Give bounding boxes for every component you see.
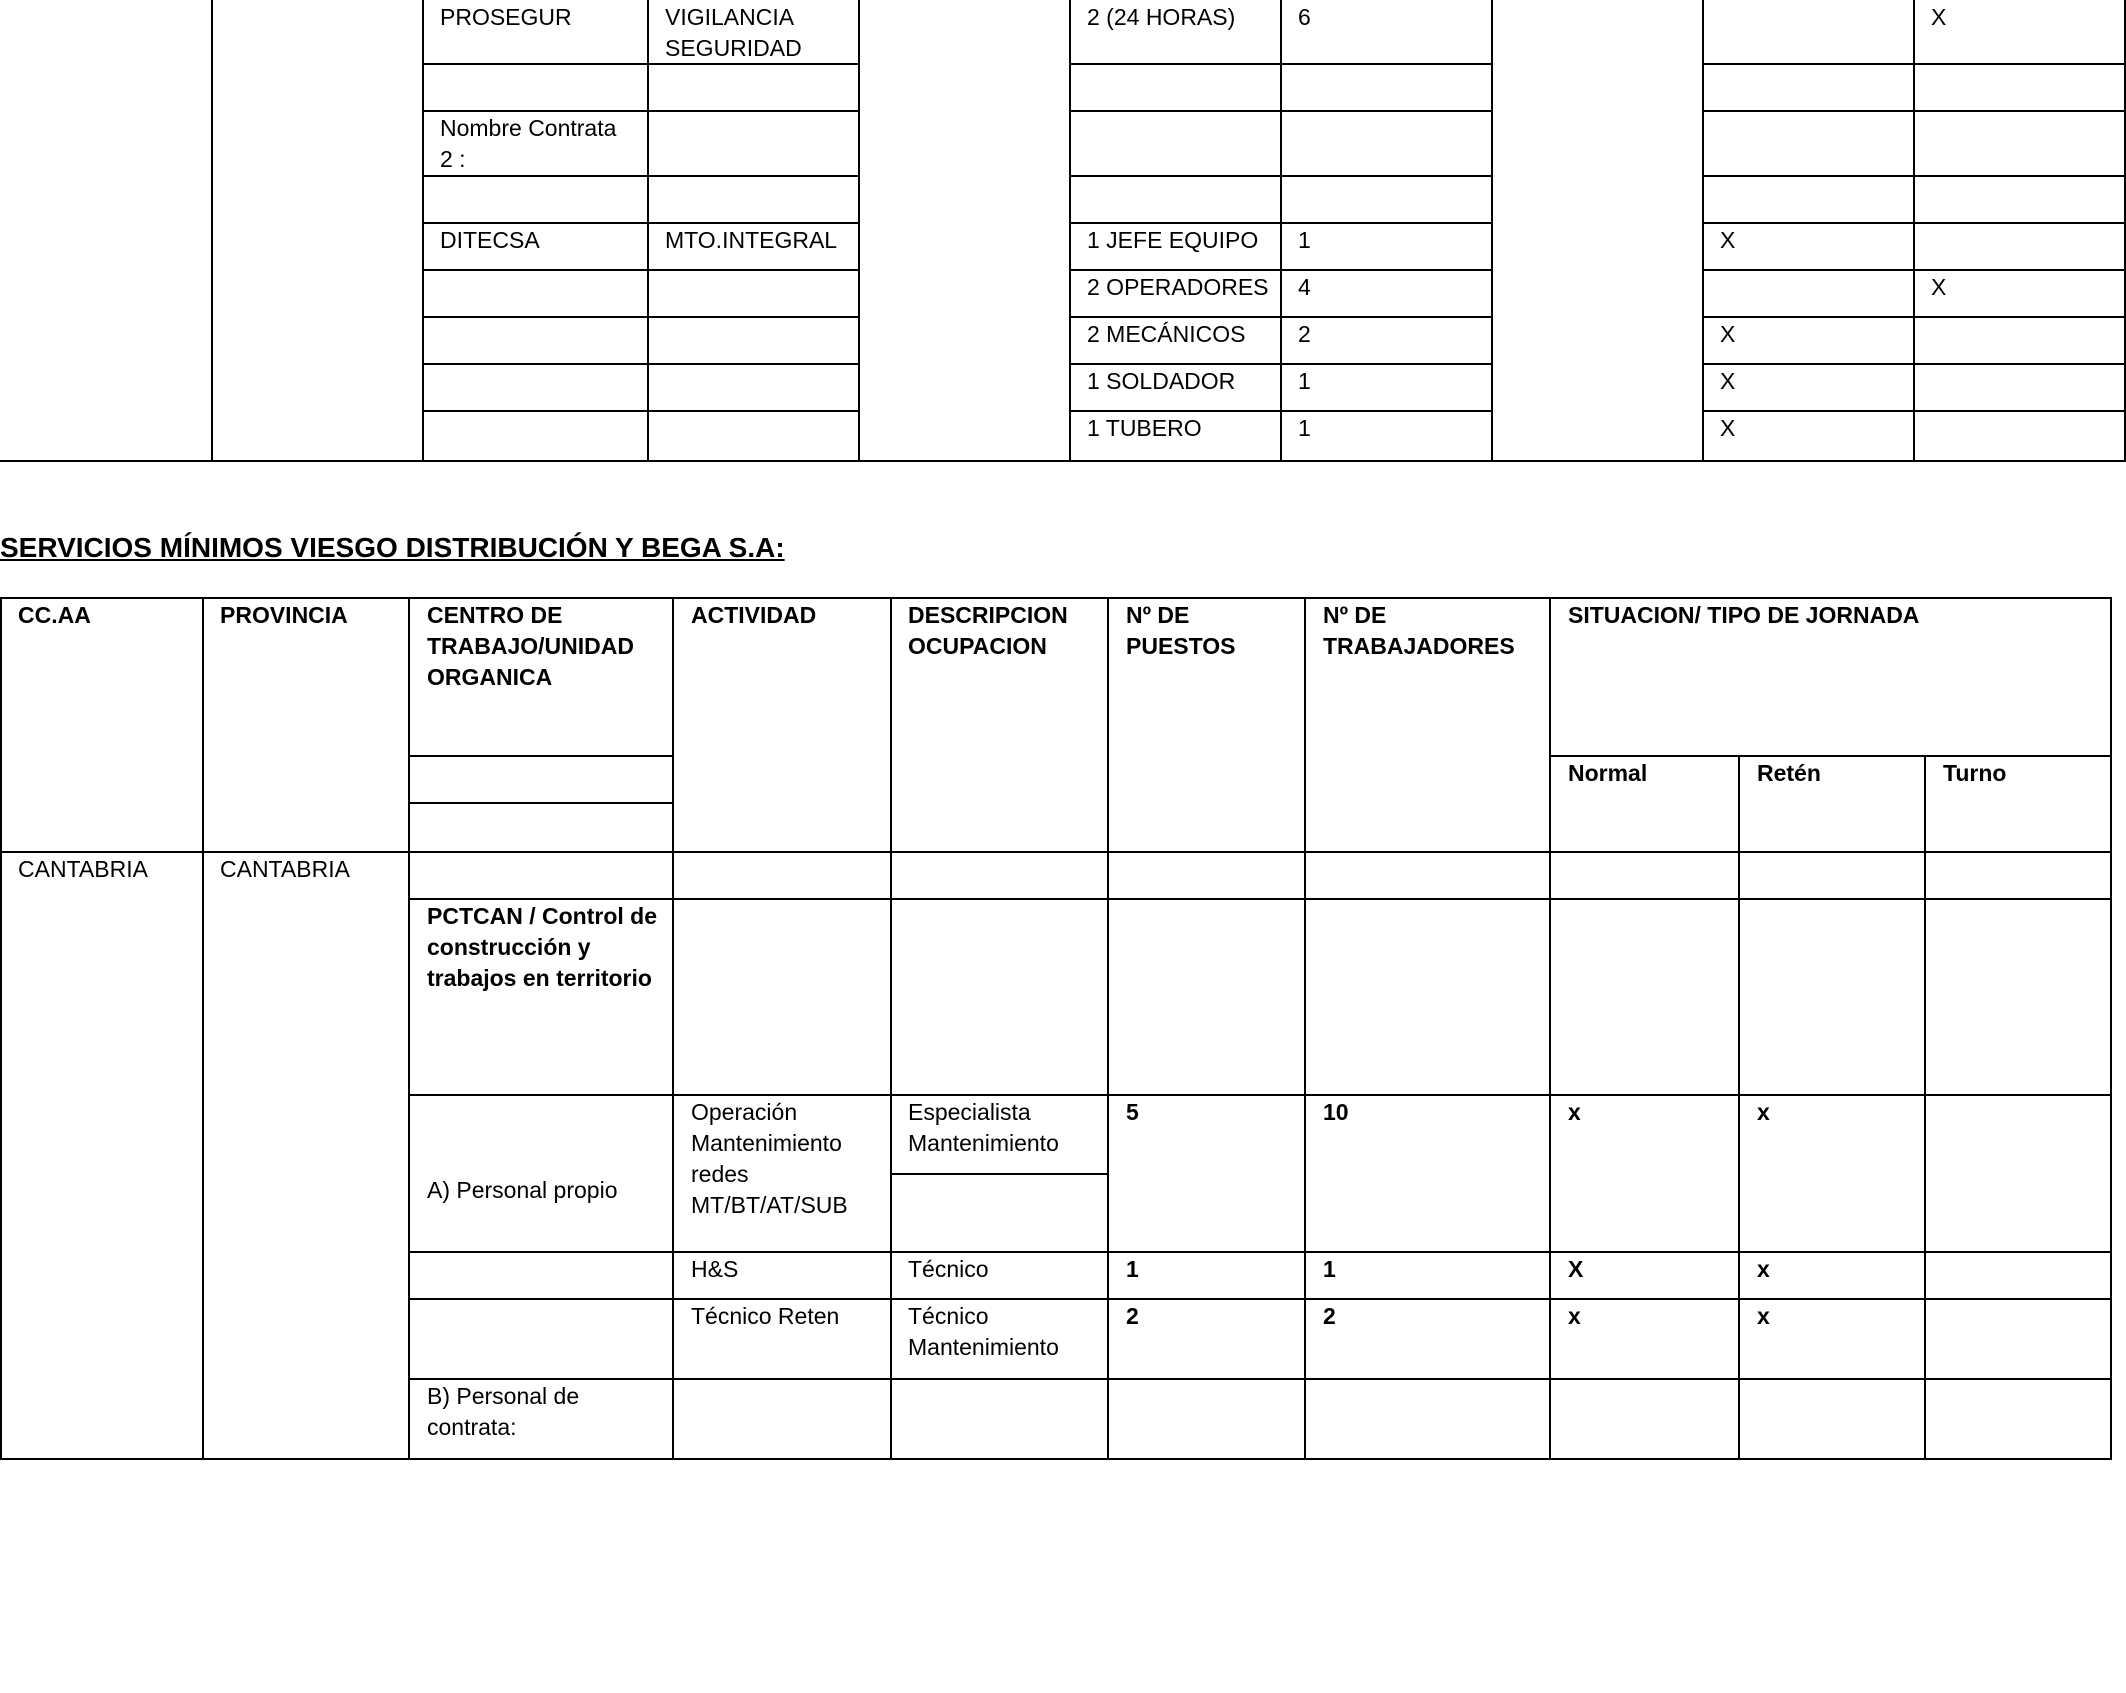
top-row-actividad: MTO.INTEGRAL xyxy=(665,227,838,253)
cell-actividad: Operación Mantenimiento redes MT/BT/AT/SUB xyxy=(691,1099,848,1218)
header-centro: CENTRO DE TRABAJO/UNIDAD ORGANICA xyxy=(427,602,634,690)
header-ccaa: CC.AA xyxy=(18,602,91,628)
header-trabajadores: Nº DE TRABAJADORES xyxy=(1323,602,1515,659)
cell-actividad: Técnico Reten xyxy=(691,1303,840,1329)
cell-personal-contrata: B) Personal de contrata: xyxy=(427,1383,580,1440)
top-row-contrata: DITECSA xyxy=(440,227,540,253)
top-row-trabajadores: 1 xyxy=(1298,368,1311,394)
top-row-normal: X xyxy=(1720,368,1736,394)
top-row-contrata: Nombre Contrata 2 : xyxy=(440,115,617,172)
header-actividad: ACTIVIDAD xyxy=(691,602,817,628)
top-row-normal: X xyxy=(1720,227,1736,253)
cell-descripcion: Técnico xyxy=(908,1256,989,1282)
cell-normal: x xyxy=(1568,1099,1581,1125)
top-row-normal: X xyxy=(1720,321,1736,347)
cell-trabajadores: 10 xyxy=(1323,1099,1349,1125)
cell-puestos: 2 xyxy=(1126,1303,1139,1329)
top-row-trabajadores: 6 xyxy=(1298,4,1311,30)
cell-trabajadores: 1 xyxy=(1323,1256,1336,1282)
top-row-descripcion: 2 (24 HORAS) xyxy=(1087,4,1236,30)
cell-reten: x xyxy=(1757,1303,1770,1329)
header-descripcion: DESCRIPCION OCUPACION xyxy=(908,602,1068,659)
top-row-trabajadores: 4 xyxy=(1298,274,1311,300)
cell-reten: x xyxy=(1757,1256,1770,1282)
top-row-descripcion: 1 TUBERO xyxy=(1087,415,1202,441)
section-title: SERVICIOS MÍNIMOS VIESGO DISTRIBUCIÓN Y BEGA S.A: xyxy=(0,532,785,563)
top-row-normal: X xyxy=(1720,415,1736,441)
cell-normal: X xyxy=(1568,1256,1584,1282)
cell-trabajadores: 2 xyxy=(1323,1303,1336,1329)
top-row-trabajadores: 2 xyxy=(1298,321,1311,347)
cell-personal-propio: A) Personal propio xyxy=(427,1177,618,1203)
cell-reten: x xyxy=(1757,1099,1770,1125)
top-row-actividad: VIGILANCIA SEGURIDAD xyxy=(665,4,802,61)
cell-provincia: CANTABRIA xyxy=(220,856,350,882)
header-turno: Turno xyxy=(1943,760,2007,786)
header-puestos: Nº DE PUESTOS xyxy=(1126,602,1236,659)
cell-normal: x xyxy=(1568,1303,1581,1329)
top-row-descripcion: 2 MECÁNICOS xyxy=(1087,321,1246,347)
top-row-trabajadores: 1 xyxy=(1298,227,1311,253)
top-row-descripcion: 2 OPERADORES xyxy=(1087,274,1269,300)
top-row-descripcion: 1 SOLDADOR xyxy=(1087,368,1236,394)
top-row-descripcion: 1 JEFE EQUIPO xyxy=(1087,227,1259,253)
header-normal: Normal xyxy=(1568,760,1648,786)
cell-unidad: PCTCAN / Control de construcción y trabajos en territorio xyxy=(427,903,657,991)
cell-puestos: 5 xyxy=(1126,1099,1139,1125)
top-row-turno: X xyxy=(1931,274,1947,300)
top-row-turno: X xyxy=(1931,4,1947,30)
cell-puestos: 1 xyxy=(1126,1256,1139,1282)
cell-descripcion: Técnico Mantenimiento xyxy=(908,1303,1059,1360)
cell-ccaa: CANTABRIA xyxy=(18,856,148,882)
cell-actividad: H&S xyxy=(691,1256,739,1282)
top-row-contrata: PROSEGUR xyxy=(440,4,572,30)
top-row-trabajadores: 1 xyxy=(1298,415,1311,441)
cell-descripcion: Especialista Mantenimiento xyxy=(908,1099,1059,1156)
header-situacion: SITUACION/ TIPO DE JORNADA xyxy=(1568,602,1920,628)
header-provincia: PROVINCIA xyxy=(220,602,348,628)
header-reten: Retén xyxy=(1757,760,1821,786)
